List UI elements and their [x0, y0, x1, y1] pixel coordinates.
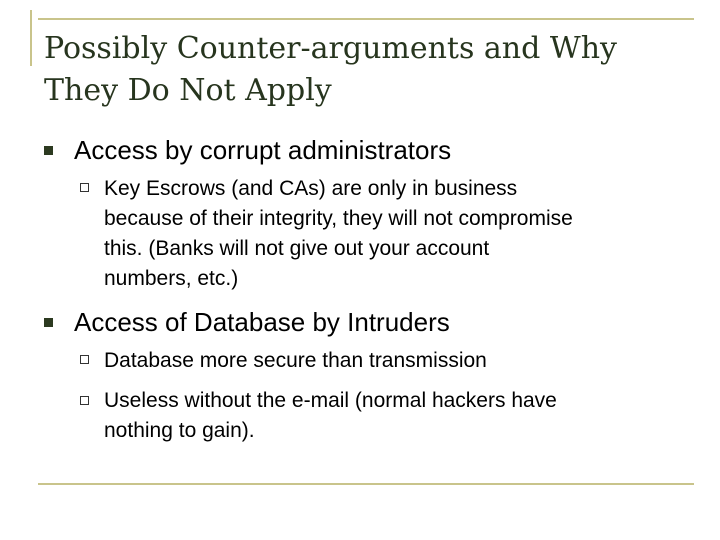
- decorative-bottom-rule: [38, 483, 694, 485]
- hollow-square-bullet-icon: [80, 396, 89, 405]
- sub-bullet-line: numbers, etc.): [104, 267, 239, 290]
- bullet-text: Access of Database by Intruders: [74, 307, 450, 337]
- sub-bullet-text: [104, 174, 573, 294]
- sub-bullet-line: this. (Banks will not give out your account: [104, 237, 490, 260]
- slide-title: [44, 28, 684, 112]
- title-line: Possibly Counter-arguments and Why: [44, 31, 617, 66]
- title-line: They Do Not Apply: [44, 73, 332, 108]
- sub-bullet-line: because of their integrity, they will not compromise: [104, 207, 573, 230]
- hollow-square-bullet-icon: [80, 355, 89, 364]
- hollow-square-bullet-icon: [80, 183, 89, 192]
- square-bullet-icon: [44, 318, 53, 327]
- decorative-vertical-rule: [30, 10, 32, 66]
- sub-bullet-line: Database more secure than transmission: [104, 349, 487, 372]
- sub-bullet-text: [104, 386, 557, 446]
- bullet-text: Access by corrupt administrators: [74, 135, 452, 165]
- sub-bullet-line: Useless without the e-mail (normal hackers have: [104, 389, 557, 412]
- square-bullet-icon: [44, 146, 53, 155]
- sub-bullet-line: nothing to gain).: [104, 419, 255, 442]
- sub-bullet-text: [104, 346, 487, 376]
- decorative-top-rule: [38, 18, 694, 20]
- sub-bullet-line: Key Escrows (and CAs) are only in business: [104, 177, 518, 200]
